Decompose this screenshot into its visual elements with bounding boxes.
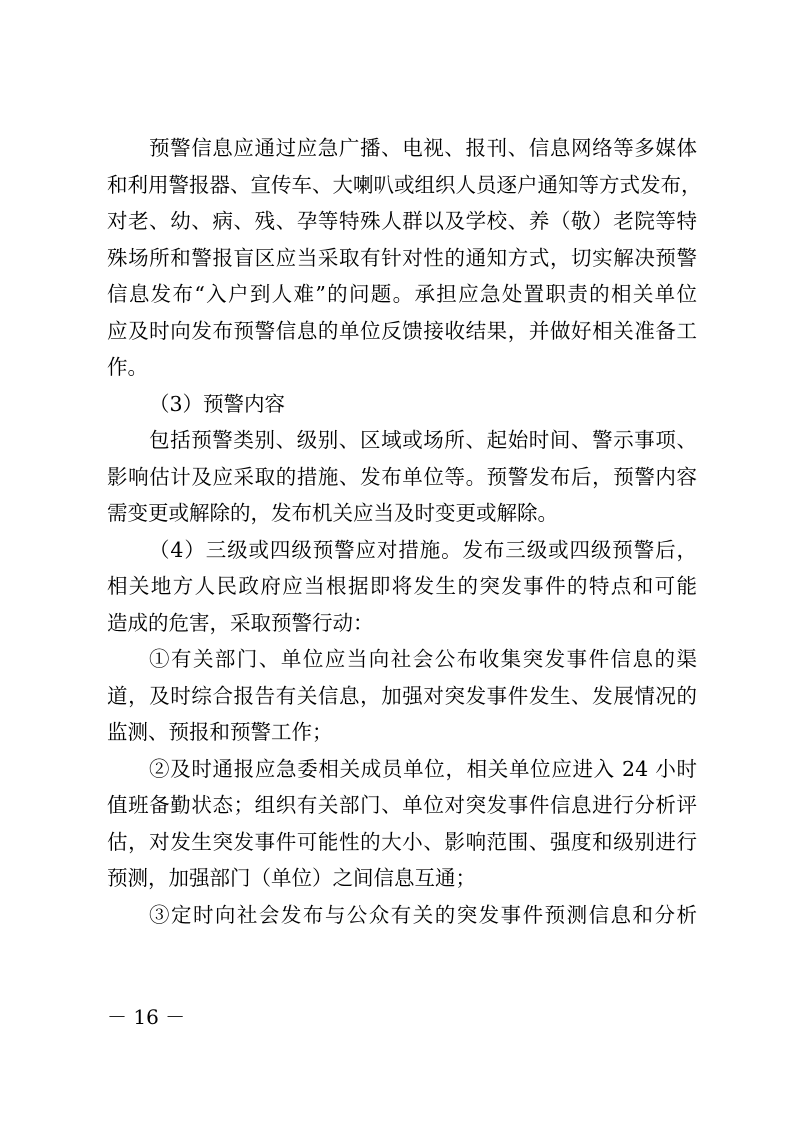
paragraph-line: 需变更或解除的，发布机关应当及时变更或解除。 [107,501,558,525]
list-item-line: ③定时向社会发布与公众有关的突发事件预测信息和分析 [149,902,697,927]
paragraph-line: 对老、幼、病、残、孕等特殊人群以及学校、养（敬）老院等特 [107,209,697,233]
paragraph-line: 殊场所和警报盲区应当采取有针对性的通知方式，切实解决预警 [107,245,697,270]
paragraph-line: 相关地方人民政府应当根据即将发生的突发事件的特点和可能 [107,574,697,598]
paragraph-line: （4）三级或四级预警应对措施。发布三级或四级预警后， [149,537,697,562]
paragraph-line: 包括预警类别、级别、区域或场所、起始时间、警示事项、 [149,428,697,452]
body-text [107,130,702,933]
paragraph-line: 和利用警报器、宣传车、大喇叭或组织人员逐户通知等方式发布， [107,172,702,197]
section-heading: （3）预警内容 [149,391,286,416]
paragraph-line: 作。 [107,355,148,379]
list-item-line: 道，及时综合报告有关信息，加强对突发事件发生、发展情况的 [107,683,697,708]
list-item-line: ②及时通报应急委相关成员单位，相关单位应进入 24 小时 [149,756,697,781]
list-item-line: 监测、预报和预警工作； [107,720,333,744]
paragraph-line: 预警信息应通过应急广播、电视、报刊、信息网络等多媒体 [149,136,697,160]
list-item-line: 估，对发生突发事件可能性的大小、影响范围、强度和级别进行 [107,829,697,854]
paragraph-line: 造成的危害，采取预警行动： [107,610,374,635]
paragraph-line: 影响估计及应采取的措施、发布单位等。预警发布后，预警内容 [107,464,697,489]
paragraph-line: 应及时向发布预警信息的单位反馈接收结果，并做好相关准备工 [107,318,697,343]
list-item-line: 值班备勤状态；组织有关部门、单位对突发事件信息进行分析评 [107,793,697,817]
page-number: － 16 － [107,1005,186,1029]
list-item-line: 预测，加强部门（单位）之间信息互通； [107,866,476,890]
list-item-line: ①有关部门、单位应当向社会公布收集突发事件信息的渠 [149,647,697,671]
paragraph-line: 信息发布“入户到人难”的问题。承担应急处置职责的相关单位 [107,282,697,306]
